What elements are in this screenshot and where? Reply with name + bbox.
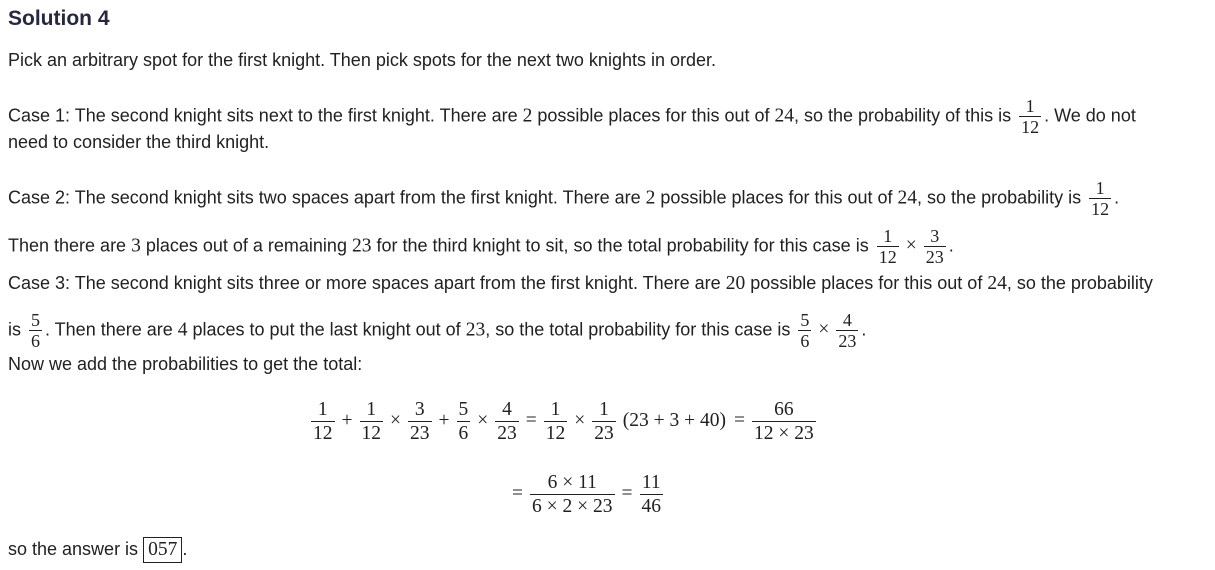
case2-number: 23 bbox=[351, 235, 372, 257]
fraction-denominator: 12 bbox=[1091, 199, 1110, 219]
fraction-denominator: 46 bbox=[641, 496, 661, 517]
case3-text: , so the probability bbox=[1006, 273, 1153, 293]
case3-line1 bbox=[8, 272, 1153, 295]
equals-sign: = bbox=[621, 483, 633, 505]
fraction-numerator: 4 bbox=[495, 398, 519, 422]
fraction-numerator: 4 bbox=[836, 310, 858, 331]
fraction-denominator: 12 bbox=[878, 247, 897, 267]
fraction-numerator: 5 bbox=[31, 310, 40, 330]
fraction-denominator: 12 bbox=[313, 423, 333, 444]
case3-number: 23 bbox=[465, 319, 486, 341]
fraction-numerator: 66 bbox=[752, 398, 816, 422]
case3-fraction bbox=[29, 310, 42, 351]
answer-line bbox=[8, 537, 187, 563]
case2-fraction bbox=[1089, 178, 1111, 219]
equation-fraction bbox=[311, 398, 335, 445]
case3-text: , so the total probability for this case is bbox=[485, 319, 796, 340]
case2-text: for the third knight to sit, so the total probability for this case is bbox=[371, 235, 874, 256]
fraction-denominator: 12 bbox=[545, 423, 566, 444]
case2-text: possible places for this out of bbox=[655, 187, 898, 208]
case2-text: . bbox=[1114, 187, 1120, 208]
fraction-denominator: 23 bbox=[925, 247, 944, 267]
case2-number: 2 bbox=[645, 187, 656, 209]
times-sign: × bbox=[477, 410, 489, 432]
fraction-denominator: 6 bbox=[800, 331, 810, 351]
equation-fraction bbox=[640, 471, 664, 518]
fraction-denominator: 23 bbox=[410, 423, 430, 444]
times-sign: × bbox=[574, 410, 586, 432]
equation-fraction bbox=[592, 398, 616, 445]
fraction-denominator: 6 × 2 × 23 bbox=[532, 496, 613, 517]
case1-number: 2 bbox=[522, 105, 533, 127]
equals-sign: = bbox=[512, 483, 523, 505]
fraction-denominator: 6 bbox=[31, 331, 40, 351]
case3-number: 4 bbox=[177, 319, 188, 341]
equation-fraction bbox=[495, 398, 519, 445]
solution-heading: Solution 4 bbox=[8, 7, 110, 30]
times-sign: × bbox=[390, 410, 401, 432]
equals-sign: = bbox=[525, 410, 537, 432]
case3-fraction bbox=[798, 310, 811, 351]
case2-line1 bbox=[8, 178, 1119, 219]
case3-text: is bbox=[8, 319, 26, 340]
case2-text: , so the probability is bbox=[917, 187, 1087, 208]
case3-text: . Then there are bbox=[45, 319, 178, 340]
fraction-denominator: 12 bbox=[1021, 117, 1040, 137]
case3-text: possible places for this out of bbox=[745, 273, 988, 293]
case2-text: Then there are bbox=[8, 235, 132, 256]
fraction-denominator: 12 bbox=[361, 423, 381, 444]
fraction-numerator: 1 bbox=[592, 398, 616, 422]
case2-fraction bbox=[924, 226, 946, 267]
answer-period: . bbox=[182, 539, 188, 559]
fraction-numerator: 1 bbox=[544, 398, 568, 422]
fraction-numerator: 1 bbox=[311, 398, 335, 422]
case2-fraction bbox=[877, 226, 899, 267]
case2-text: Case 2: The second knight sits two spaces apart from the first knight. There are bbox=[8, 187, 646, 208]
fraction-denominator: 12 × 23 bbox=[753, 423, 814, 444]
equation-fraction bbox=[360, 398, 384, 445]
fraction-numerator: 5 bbox=[458, 399, 469, 420]
case1-text: , so the probability of this is bbox=[794, 105, 1017, 126]
case1-number: 24 bbox=[774, 105, 794, 127]
case2-line2 bbox=[8, 226, 954, 267]
fraction-denominator: 6 bbox=[458, 423, 469, 444]
case3-text: . bbox=[861, 319, 867, 340]
case3-text: places to put the last knight out of bbox=[187, 319, 466, 340]
equation-fraction bbox=[530, 471, 615, 518]
case1-line2: need to consider the third knight. bbox=[8, 132, 270, 152]
add-line: Now we add the probabilities to get the total: bbox=[8, 354, 363, 374]
case2-text: places out of a remaining bbox=[140, 235, 352, 256]
parenthesized-sum: (23 + 3 + 40) bbox=[622, 410, 726, 432]
fraction-numerator: 5 bbox=[800, 310, 810, 330]
plus-sign: + bbox=[438, 410, 450, 432]
case1-text: . We do not bbox=[1044, 105, 1136, 126]
equation-line-1 bbox=[308, 398, 819, 445]
times-sign: × bbox=[818, 319, 830, 341]
equation-fraction bbox=[544, 398, 568, 445]
fraction-denominator: 23 bbox=[838, 331, 857, 351]
plus-sign: + bbox=[341, 410, 353, 432]
times-sign: × bbox=[905, 235, 917, 257]
equals-sign: = bbox=[733, 410, 745, 432]
fraction-numerator: 11 bbox=[640, 471, 664, 495]
fraction-numerator: 1 bbox=[877, 226, 899, 247]
case1-fraction bbox=[1019, 96, 1041, 137]
equation-fraction bbox=[457, 398, 471, 445]
case2-number: 24 bbox=[897, 187, 918, 209]
answer-text: so the answer is bbox=[8, 539, 144, 559]
answer-box: 057 bbox=[143, 537, 182, 563]
fraction-denominator: 23 bbox=[497, 423, 517, 444]
equation-fraction bbox=[408, 398, 432, 445]
fraction-numerator: 1 bbox=[1019, 96, 1041, 117]
case2-number: 3 bbox=[131, 235, 141, 257]
case2-text: . bbox=[948, 235, 954, 256]
fraction-denominator: 23 bbox=[594, 423, 614, 444]
intro-paragraph: Pick an arbitrary spot for the first knight. Then pick spots for the next two knights in order. bbox=[8, 50, 717, 70]
equation-line-2 bbox=[508, 471, 666, 518]
fraction-numerator: 1 bbox=[360, 398, 384, 422]
case1-text: possible places for this out of bbox=[532, 105, 775, 126]
case3-fraction bbox=[836, 310, 858, 351]
fraction-numerator: 6 × 11 bbox=[530, 471, 615, 495]
equation-fraction bbox=[752, 398, 816, 445]
case3-line2 bbox=[8, 310, 866, 351]
fraction-numerator: 3 bbox=[924, 226, 946, 247]
fraction-numerator: 3 bbox=[408, 398, 432, 422]
case3-text: Case 3: The second knight sits three or more spaces apart from the first knight. There are bbox=[8, 273, 726, 293]
fraction-numerator: 1 bbox=[1089, 178, 1111, 199]
case1-text: Case 1: The second knight sits next to the first knight. There are bbox=[8, 105, 523, 126]
case3-number: 20 bbox=[725, 273, 746, 294]
case3-number: 24 bbox=[987, 273, 1007, 294]
